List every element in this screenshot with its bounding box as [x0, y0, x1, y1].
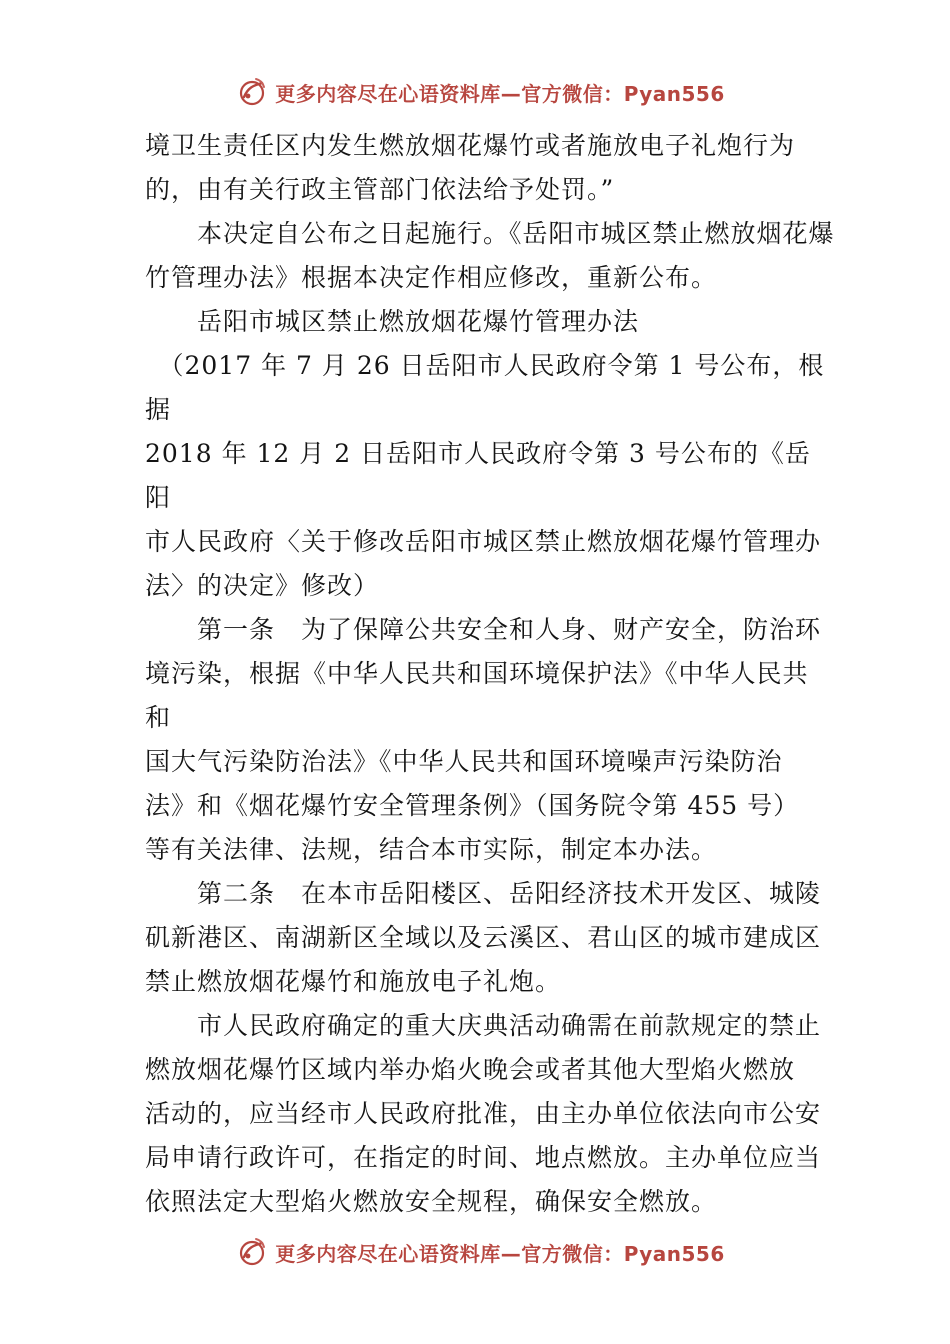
text-line: 市人民政府〈关于修改岳阳市城区禁止燃放烟花爆竹管理办 — [145, 527, 822, 556]
text-line: 法》和《烟花爆竹安全管理条例》（国务院令第 455 号） — [145, 791, 800, 820]
text-line: 燃放烟花爆竹区域内举办焰火晚会或者其他大型焰火燃放 — [145, 1055, 796, 1084]
header-banner-text: 更多内容尽在心语资料库—官方微信：Pyan556 — [275, 81, 725, 106]
footer-banner — [0, 1232, 950, 1272]
text-line: 法〉的决定》修改） — [145, 571, 380, 600]
text-line: 境卫生责任区内发生燃放烟花爆竹或者施放电子礼炮行为 — [145, 131, 796, 160]
text-line: 竹管理办法》根据本决定作相应修改，重新公布。 — [145, 263, 718, 292]
logo-icon — [235, 75, 269, 109]
text-line: 本决定自公布之日起施行。《岳阳市城区禁止燃放烟花爆 — [145, 219, 835, 248]
paragraph — [145, 872, 835, 1004]
document-body — [145, 124, 835, 1224]
text-line: 等有关法律、法规，结合本市实际，制定本办法。 — [145, 835, 718, 864]
text-line: 境污染，根据《中华人民共和国环境保护法》《中华人民共 和 — [145, 659, 818, 732]
text-line: 矶新港区、南湖新区全域以及云溪区、君山区的城市建成区 — [145, 923, 822, 952]
header-banner — [0, 72, 950, 112]
text-line: 岳阳市城区禁止燃放烟花爆竹管理办法 — [145, 307, 640, 336]
text-line: 国大气污染防治法》《中华人民共和国环境噪声污染防治 — [145, 747, 783, 776]
text-line: （2017 年 7 月 26 日岳阳市人民政府令第 1 号公布，根据 — [145, 351, 825, 424]
text-line: 禁止燃放烟花爆竹和施放电子礼炮。 — [145, 967, 562, 996]
paragraph — [145, 1004, 835, 1224]
text-line: 局申请行政许可，在指定的时间、地点燃放。主办单位应当 — [145, 1143, 822, 1172]
text-line: 第一条 为了保障公共安全和人身、财产安全，防治环 — [145, 615, 822, 644]
logo-icon — [235, 1235, 269, 1269]
text-line: 市人民政府确定的重大庆典活动确需在前款规定的禁止 — [145, 1011, 822, 1040]
text-line: 的，由有关行政主管部门依法给予处罚。” — [145, 175, 615, 204]
text-line: 2018 年 12 月 2 日岳阳市人民政府令第 3 号公布的《岳阳 — [145, 439, 811, 512]
paragraph — [145, 300, 835, 344]
text-line: 活动的，应当经市人民政府批准，由主办单位依法向市公安 — [145, 1099, 822, 1128]
header-banner-inner — [235, 75, 725, 109]
footer-banner-text: 更多内容尽在心语资料库—官方微信：Pyan556 — [275, 1241, 725, 1266]
text-line: 第二条 在本市岳阳楼区、岳阳经济技术开发区、城陵 — [145, 879, 822, 908]
paragraph — [145, 212, 835, 300]
paragraph — [145, 344, 835, 608]
footer-banner-inner — [235, 1235, 725, 1269]
text-line: 依照法定大型焰火燃放安全规程，确保安全燃放。 — [145, 1187, 718, 1216]
paragraph — [145, 608, 835, 872]
paragraph — [145, 124, 835, 212]
